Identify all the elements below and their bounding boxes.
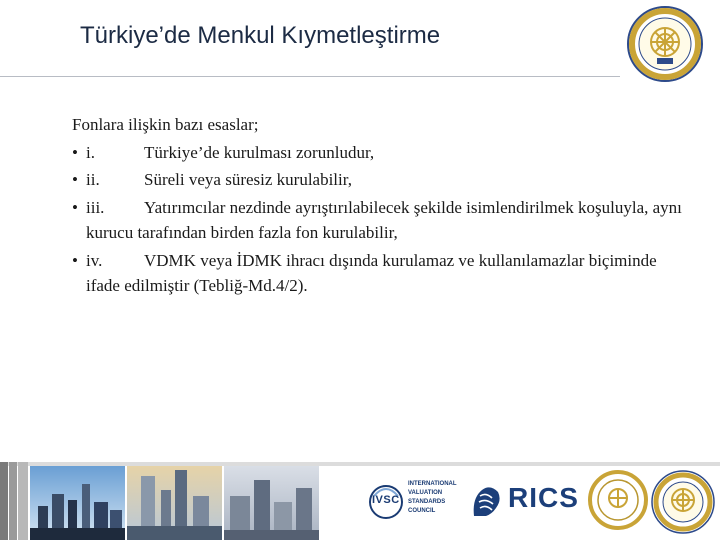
ivsc-text-line: VALUATION <box>408 490 443 496</box>
ivsc-abbr: IVSC <box>372 494 400 506</box>
list-item <box>72 195 692 246</box>
bullet: • <box>72 142 78 162</box>
item-number: i. <box>86 142 95 162</box>
footer-strip <box>9 462 17 540</box>
ankara-university-seal-icon <box>625 4 705 84</box>
university-seal-icon <box>588 466 648 534</box>
title-divider <box>0 76 620 77</box>
item-text: VDMK veya İDMK ihracı dışında kurulamaz ve kullanılamazlar biçiminde ifade edilmiştir (Tebliğ-Md.4/2). <box>86 250 657 295</box>
rics-wordmark: RICS <box>508 482 579 513</box>
item-number: iv. <box>86 250 103 270</box>
slide-title: Türkiye’de Menkul Kıymetleştirme <box>80 22 441 49</box>
city-skyline-image <box>224 466 319 540</box>
list-item <box>72 248 692 299</box>
intro-text: Fonlara ilişkin bazı esaslar; <box>72 115 259 134</box>
ankara-university-seal-icon <box>650 466 716 538</box>
ivsc-text-line: COUNCIL <box>408 508 436 514</box>
bullet: • <box>72 250 78 270</box>
criteria-list <box>72 140 692 299</box>
ivsc-text-line: STANDARDS <box>408 499 446 505</box>
ivsc-text-line: INTERNATIONAL <box>408 481 457 487</box>
rics-lion-icon <box>468 480 504 520</box>
item-number: iii. <box>86 197 105 217</box>
ivsc-logo <box>368 472 460 532</box>
bullet: • <box>72 197 78 217</box>
footer-strip <box>0 462 8 540</box>
slide-body <box>72 112 692 301</box>
city-skyline-image <box>127 466 222 540</box>
list-item <box>72 140 692 166</box>
item-number: ii. <box>86 170 100 189</box>
footer-band <box>0 462 720 540</box>
list-item <box>72 167 692 193</box>
item-text: Süreli veya süresiz kurulabilir, <box>144 170 352 189</box>
item-text: Yatırımcılar nezdinde ayrıştırılabilecek şekilde isimlendirilmek koşuluyla, aynı kurucu tarafından birden fazla fon kurulabilir, <box>86 197 682 242</box>
city-skyline-image <box>30 466 125 540</box>
bullet: • <box>72 170 78 189</box>
footer-strip <box>18 462 28 540</box>
rics-logo <box>468 474 580 534</box>
item-text: Türkiye’de kurulması zorunludur, <box>144 142 375 162</box>
